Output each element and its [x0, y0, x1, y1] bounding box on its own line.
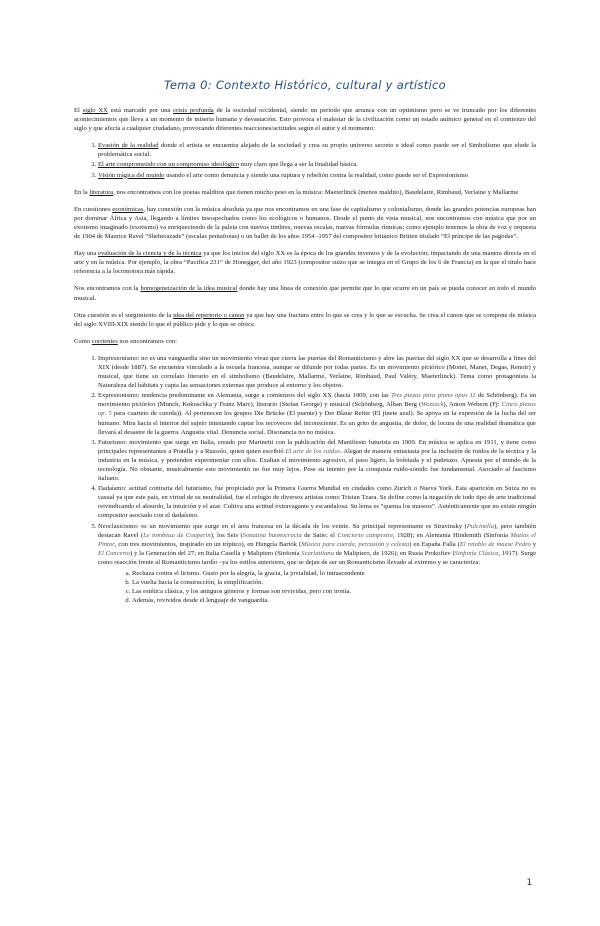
- neoclassicism-traits: [98, 569, 536, 605]
- list-item: c. Las estética clásica, y los antiguos géneros y formas son revividas, pero con ironía.: [132, 587, 536, 596]
- list-item: 5. Neoclasicismo: es un movimiento que surge en el área francesa en la década de los veinte. Su principal representante es Stravinsky (Pulcinella), pero también destacan Ravel (Le tombeau de Couperin), los Seis (Sonatina buonocracia de Satie; el Concierto campestre, 1928); en Alemania Hindemith (Sinfonía Matías el Pintor, con tres movimientos, inspirado en un tríptico), en Hungría Bartók (Música para cuerda, percusión y celesta) en España Falla (El retablo de maese Pedro y El Concerto) y la Generación del 27; en Italia Casella y Malipiero (Sinfonía Scarlattiana de Malipiero, de 1926); en Rusia Prokofiev (Sinfonía Clásica, 1917). Surge como reacción frente al Romanticismo tardío –ya los estilos anteriores, que se dejan de ser un Romanticismo llevado al extremo y se caracteriza: a. Rechaza contra el lirismo. Gusto por la alegría, la gracia, la jovialidad, lo intrascendente b. La vuelta hacia la construcción, la simplificación. c. Las estética clásica, y los antiguos géneros y formas son revividas, pero con ironía. d. Además, revividos desde el lenguaje de vanguardia.: [98, 522, 536, 606]
- list-item: b. La vuelta hacia la construcción, la simplificación.: [132, 578, 536, 587]
- currents-list: [74, 354, 536, 606]
- canon-paragraph: Otra cuestión es el surgimiento de la idea del repertorio o canon ya que hay una fractura entre lo que se crea y lo que se escucha. Se crea el canon que se compone de música del siglo XVIII-XIX siendo lo que el público pide y lo que se ofrece.: [74, 311, 537, 328]
- document-page: [0, 78, 600, 926]
- homogenization-paragraph: Nos encontramos con la homogeneización de la idea musical donde hay una línea de conexión que permite que lo que ocurre en un país se pueda conocer en todo el mundo musical.: [74, 285, 536, 302]
- list-item: 1. Impresionismo: no es una vanguardia sino un movimiento vivaz que cierra las puertas del Romanticismo y abre las puertas del siglo XX que se desarrolla a fines del XIX (desde 1887). Se encuentra vinculado a la escuela francesa, aunque se difunde por todas partes. Es un movimiento pictórico (Monet, Manet, Degas, Renoir) y musical, que tiene su correlato literario en el simbolismo (Baudelaire, Mallarmé, Verlaine, Rimbaud, Paul Valéry, Maeterlinck). Tema como protagonista la Naturaleza del hábitats y capta las sensaciones externas que produce al entorno y los objetos.: [98, 354, 536, 390]
- list-item: 2. Expresionismo: tendencia predominante en Alemania, surge a comienzos del siglo XX (hacia 1909, con las Tres piezas para piano opus 11 de Schönberg). Es un movimiento pictórico (Munch, Kokoschka y Franz Marc), literario (Stefan George) y musical (Schönberg, Alban Berg (Wozzeck), Anton Webern (Fj: Cinco piezas op. 5 para cuarteto de cuerda)). Al pertenecen los grupos Die Brücke (El puente) y Der Blaue Reiter (El jinete azul). Se apoya en la expresión de la lucha del ser humano. Mira hacia el interior del sujeto intentando captar los recovecos del inconsciente. Es un grito de angustia, de dolor, de locura de una realidad dramática que llevará al desastre de la guerra. Angustia vital. Denuncia social. Disonancia no no música.: [98, 391, 536, 436]
- science-paragraph: Hay una evaluación de la ciencia y de la técnica ya que los inicios del siglo XX es la época de los grandes inventos y de la evolución; impactando de una manera directa en el arte y en la música. Por ejemplo, la obra “Pacifica 231” de Honegger, del año 1923 (compositor suizo que se integra en el Grupo de los 6 de Francia) en la que el título hace referencia a la locomotora más rápida.: [74, 250, 536, 276]
- currents-intro: Como corrientes nos encontramos con:: [74, 337, 177, 345]
- list-item: 1. Evasión de la realidad donde el artista se encuentra alejado de la sociedad y crea su propio universo secreto e ideal como puede ser el Simbolismo que elude la problemática social.: [98, 141, 536, 159]
- intro-paragraph: El siglo XX está marcado por una crisis profunda de la sociedad occidental, siendo un periodo que arranca con un optimismo pero se ve truncado por los diferentes acontecimientos que lleva a un momento de miseria humana y devastación. Esto provoca el malestar de la civilización como un estado anímico general en el comienzo del siglo y que afecta a cualquier ciudadano, provocando diferentes reacciones/actitudes según el autor y el momento:: [74, 107, 536, 133]
- economics-paragraph: En cuestiones económicas, hay conexión con la música absoluta ya que nos encontramos en una fase de capitalismo y colonialismo, donde las grandes potencias europeas han por dominar África y Asia, llegando a límites insospechados como los ecológicos o humanos. Desde el punto de vista musical, nos encontramos con música que por un exotismo imaginado (exotismo) va enriqueciendo de la paleta con nuevos timbres, nuevas escalas, nuevas fórmulas rítmicas; como ejemplo tenemos la obra de voz y orquesta de 1904 de Maurice Ravel “Sheherazade” (escalas pentafonas) o un ballet de los años 1954 -1957 del compositor británico Britten titulado “El príncipe de las pagodas”.: [74, 205, 536, 241]
- list-item: 3. Futurismo: movimiento que surge en Italia, creado por Marinetti con la publicación del Manifiesto futurista en 1909. En música se aplica en 1911, y tiene como principales representantes a Pratella y a Russolo, quien quien escribió El arte de los ruidos. Alegan de manera entusiasta por la inclusión de ruidos de la técnica y la industria en la música, y pretenden experimentar con ellos. Exaltan el movimiento agresivo, el paso ligero, la bofetada y el puñetazo. Apuesta por el mundo de la tecnología. No obstante, musicalmente este movimiento no fue muy lejos. Pese su intento por la conquista ruido-sonido fue fundamental. Asociado al fascismo italiano.: [98, 438, 536, 483]
- literature-paragraph: En la literatura, nos encontramos con los poetas malditos que tienen mucho peso en la música: Maeterlinck (menos maldito), Baudelaire, Rimbaud, Verlaine y Mallarme: [74, 188, 519, 196]
- list-item: 3. Visión trágica del mundo usando el arte como denuncia y siendo una ruptura y rebelión contra la realidad, como puede ser el Expresionismo: [98, 171, 536, 180]
- page-number: 1: [526, 878, 532, 888]
- list-item: a. Rechaza contra el lirismo. Gusto por la alegría, la gracia, la jovialidad, lo intrascendente: [132, 569, 536, 578]
- list-item: 4. Dadaísmo: actitud contraria del futurismo, fue propiciado por la Primera Guerra Mundial en ciudades como Zurich o Nueva York. Esta aparición en Suiza no es casual ya que este país, en virtud de su neutralidad, fue el refugio de diversos artistas como Tristan Tzara. Se define como la negación de todo tipo de arte tradicional reivindicando el absurdo, la intuición y el azar. Cultiva una actitud extravagante y escandalosa. Su lema es “quema los museos”. Auténticamente que no existe ningún compositor asociado con el dadaísmo.: [98, 484, 536, 520]
- reactions-list: [74, 141, 536, 179]
- list-item: d. Además, revividos desde el lenguaje de vanguardia.: [132, 596, 536, 605]
- page-title: Tema 0: Contexto Histórico, cultural y artístico: [164, 78, 446, 92]
- list-item: 2. El arte comprometido con un compromiso ideológico muy claro que llega a ser la finalidad básica.: [98, 160, 536, 169]
